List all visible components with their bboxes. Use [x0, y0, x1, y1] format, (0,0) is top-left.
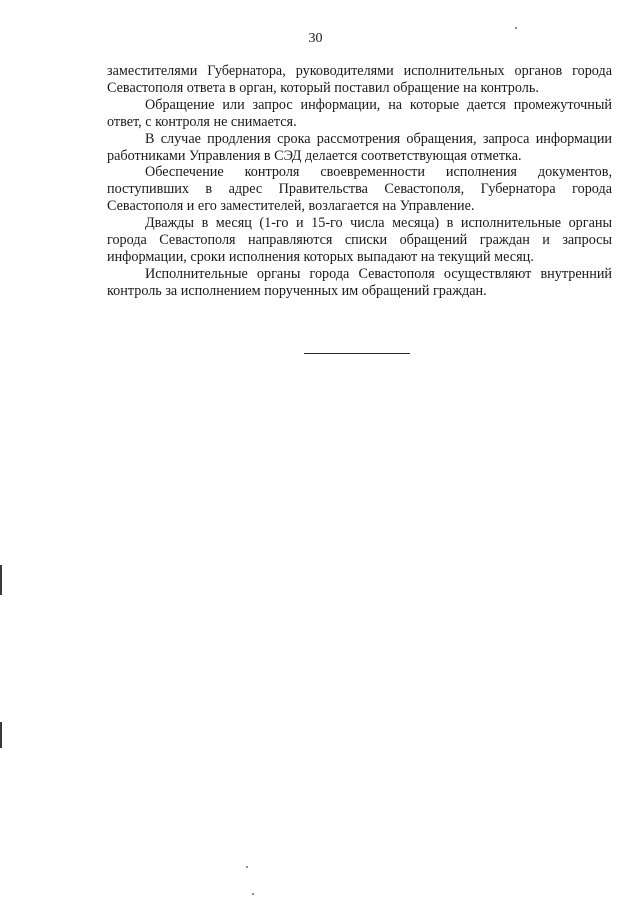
paragraph-3: В случае продления срока рассмотрения обращения, запроса информации работниками Управления в СЭД делается соответствующая отметка. [107, 130, 612, 164]
scan-edge-mark [0, 565, 2, 595]
paragraph-4: Обеспечение контроля своевременности исполнения документов, поступивших в адрес Правительства Севастополя, Губернатора города Севастополя и его заместителей, возлагается на Управление. [107, 164, 612, 215]
paragraph-2: Обращение или запрос информации, на которые дается промежуточный ответ, с контроля не снимается. [107, 96, 612, 130]
paragraph-1: заместителями Губернатора, руководителями исполнительных органов города Севастополя ответа в орган, который поставил обращение на контроль. [107, 63, 612, 96]
scan-edge-mark [0, 722, 2, 748]
document-body [107, 63, 612, 300]
paragraph-5: Дважды в месяц (1-го и 15-го числа месяца) в исполнительные органы города Севастополя направляются списки обращений граждан и запросы информации, сроки исполнения которых выпадают на текущий месяц. [107, 215, 612, 265]
scan-speck [252, 893, 254, 895]
scan-speck [246, 866, 248, 868]
page-number: 30 [308, 31, 323, 46]
paragraph-6: Исполнительные органы города Севастополя осуществляют внутренний контроль за исполнением порученных им обращений граждан. [107, 265, 612, 299]
end-of-text-rule [304, 353, 410, 354]
scan-speck [515, 27, 517, 29]
